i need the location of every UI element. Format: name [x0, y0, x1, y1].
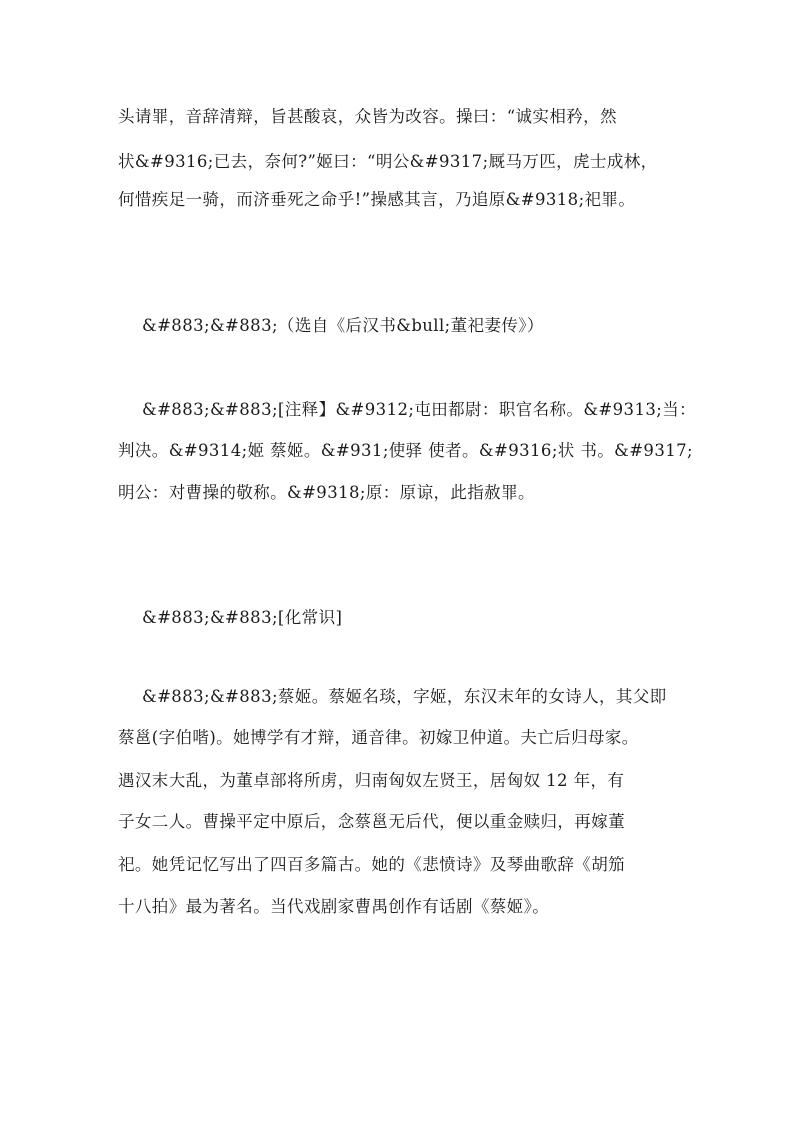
culture-line-4: 子女二人。曹操平定中原后，念蔡邕无后代，便以重金赎归，再嫁董	[118, 812, 625, 831]
notes-line-2: 判决。&#9314;姬 蔡姬。&#931;使驿 使者。&#9316;状 书。&#9317;	[118, 441, 693, 460]
paragraph-1-line-2: 状&#9316;已去，奈何?”姬曰：“明公&#9317;厩马万匹，虎士成林，	[118, 152, 658, 171]
culture-line-2: 蔡邕(字伯喈)。她博学有才辩，通音律。初嫁卫仲道。夫亡后归母家。	[118, 728, 639, 747]
notes-line-1: &#883;&#883;[注释】&#9312;屯田都尉：职官名称。&#9313;当：	[142, 400, 696, 419]
paragraph-1-line-1: 头请罪，音辞清辩，旨甚酸哀，众皆为改容。操曰：“诚实相矜，然	[118, 107, 617, 126]
culture-line-6: 十八拍》最为著名。当代戏剧家曹禺创作有话剧《蔡姬》。	[118, 897, 550, 916]
culture-line-1: &#883;&#883;蔡姬。蔡姬名琰，字姬，东汉末年的女诗人，其父即	[142, 687, 667, 706]
notes-line-3: 明公：对曹操的敬称。&#9318;原：原谅，此指赦罪。	[118, 483, 535, 502]
culture-line-5: 祀。她凭记忆写出了四百多篇古。她的《悲愤诗》及琴曲歌辞《胡笳	[118, 855, 625, 874]
source-line: &#883;&#883;（选自《后汉书&bull;董祀妻传》）	[142, 316, 544, 335]
culture-line-3: 遇汉末大乱，为董卓部将所虏，归南匈奴左贤王，居匈奴 12 年，有	[118, 771, 625, 790]
paragraph-1-line-3: 何惜疾足一骑，而济垂死之命乎!”操感其言，乃追原&#9318;祀罪。	[118, 190, 636, 209]
culture-heading: &#883;&#883;[化常识]	[142, 608, 343, 627]
